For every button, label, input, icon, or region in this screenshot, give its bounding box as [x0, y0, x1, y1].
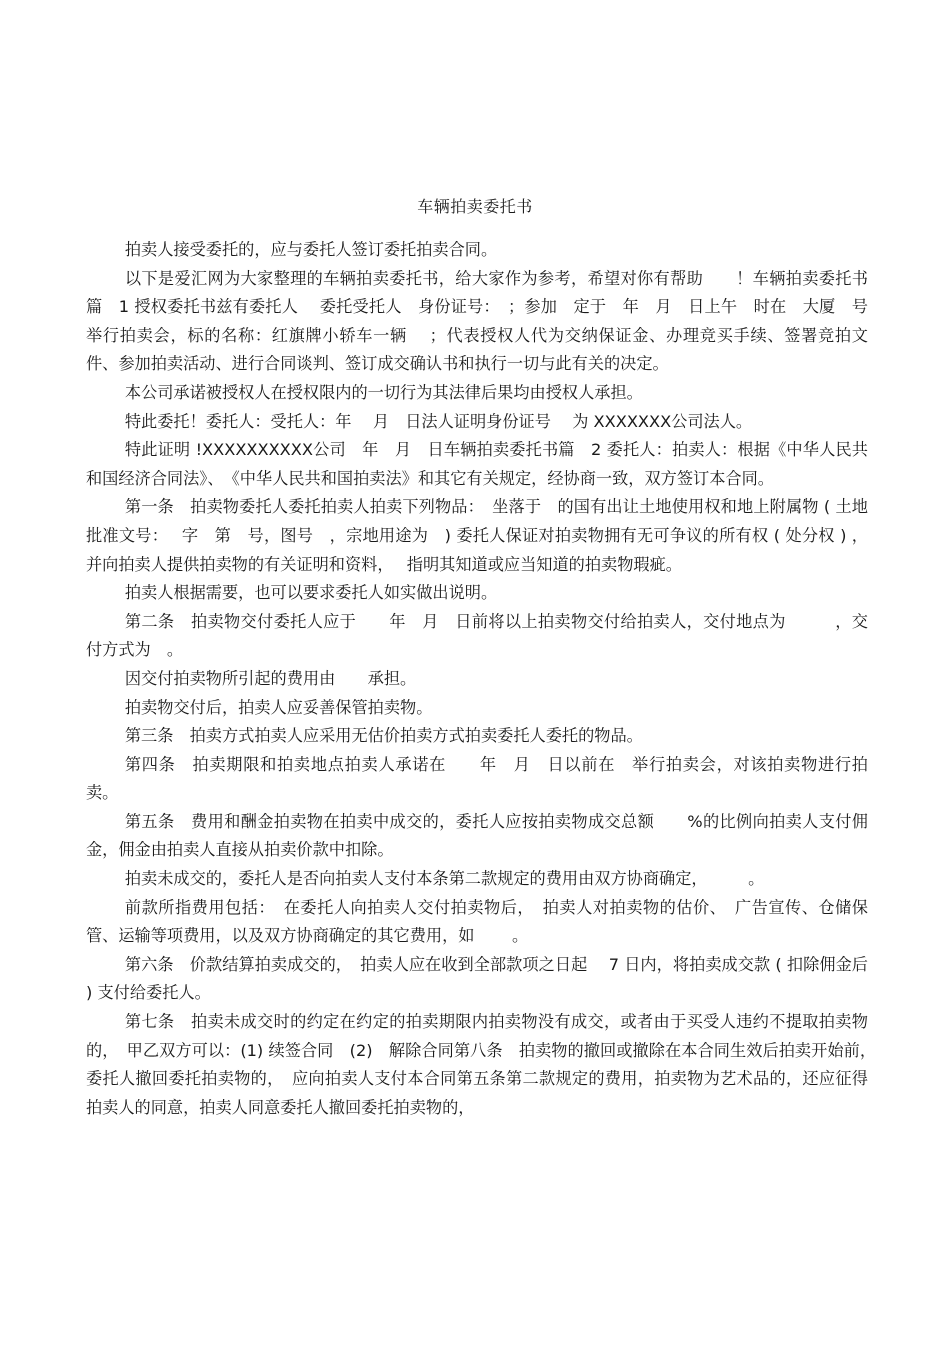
paragraph: 因交付拍卖物所引起的费用由 承担。: [124, 668, 417, 688]
paragraph: 第七条 拍卖未成交时的约定在约定的拍卖期限内拍卖物没有成交，或者由于买受人违约不提取拍卖物的， 甲乙双方可以：(1) 续签合同 (2) 解除合同第八条 拍卖物的撤回或撤除在本合同生效后拍卖开始前， 委托人撤回委托拍卖物的， 应向拍卖人支付本合同第五条第二款规定的费用，拍卖物为艺术品的，还应征得拍卖人的同意，拍卖人同意委托人撤回委托拍卖物的，: [86, 1012, 885, 1117]
paragraph: 特此委托！委托人：受托人：年 月 日法人证明身份证号 为 XXXXXXX公司法人。: [124, 411, 753, 431]
paragraph: 拍卖物交付后，拍卖人应妥善保管拍卖物。: [124, 697, 433, 717]
paragraph: 第五条 费用和酬金拍卖物在拍卖中成交的，委托人应按拍卖物成交总额 %的比例向拍卖人支付佣金，佣金由拍卖人直接从拍卖价款中扣除。: [86, 811, 868, 860]
paragraph: 第六条 价款结算拍卖成交的， 拍卖人应在收到全部款项之日起 7 日内，将拍卖成交款 ( 扣除佣金后 ) 支付给委托人。: [86, 954, 868, 1003]
paragraph: 前款所指费用包括： 在委托人向拍卖人交付拍卖物后， 拍卖人对拍卖物的估价、 广告宣传、仓储保管、运输等项费用，以及双方协商确定的其它费用，如 。: [86, 897, 868, 946]
paragraph: 第四条 拍卖期限和拍卖地点拍卖人承诺在 年 月 日以前在 举行拍卖会，对该拍卖物进行拍卖。: [86, 754, 868, 803]
paragraph: 第一条 拍卖物委托人委托拍卖人拍卖下列物品： 坐落于 的国有出让土地使用权和地上附属物 ( 土地批准文号： 字 第 号，图号 ，宗地用途为 ) 委托人保证对拍卖物拥有无可争议的所有权 ( 处分权 ) ，并向拍卖人提供拍卖物的有关证明和资料， 指明其知道或应当知道的拍卖物瑕疵。: [86, 497, 868, 574]
document-body: [86, 236, 885, 1122]
paragraph: 特此证明 !XXXXXXXXXX公司 年 月 日车辆拍卖委托书篇 2 委托人：拍卖人：根据《中华人民共和国经济合同法》、 《中华人民共和国拍卖法》和其它有关规定，经协商一致，双方签订本合同。: [86, 440, 868, 488]
paragraph: 拍卖人根据需要，也可以要求委托人如实做出说明。: [124, 583, 498, 603]
paragraph: 拍卖未成交的，委托人是否向拍卖人支付本条第二款规定的费用由双方协商确定， 。: [124, 869, 765, 889]
paragraph: 本公司承诺被授权人在授权限内的一切行为其法律后果均由授权人承担。: [124, 382, 643, 402]
paragraph: 以下是爱汇网为大家整理的车辆拍卖委托书，给大家作为参考，希望对你有帮助 ！车辆拍卖委托书篇 1 授权委托书兹有委托人 委托受托人 身份证号： ；参加 定于 年 月 日上午 时在 大厦 号举行拍卖会，标的名称：红旗牌小轿车一辆 ；代表授权人代为交纳保证金、办理竞买手续、签署竞拍文件、参加拍卖活动、进行合同谈判、签订成交确认书和执行一切与此有关的决定。: [86, 268, 868, 374]
paragraph: 拍卖人接受委托的，应与委托人签订委托拍卖合同。: [124, 240, 498, 259]
document-title: 车辆拍卖委托书: [417, 197, 533, 216]
paragraph: 第二条 拍卖物交付委托人应于 年 月 日前将以上拍卖物交付给拍卖人，交付地点为 ，交付方式为 。: [86, 611, 868, 660]
paragraph: 第三条 拍卖方式拍卖人应采用无估价拍卖方式拍卖委托人委托的物品。: [124, 726, 643, 746]
